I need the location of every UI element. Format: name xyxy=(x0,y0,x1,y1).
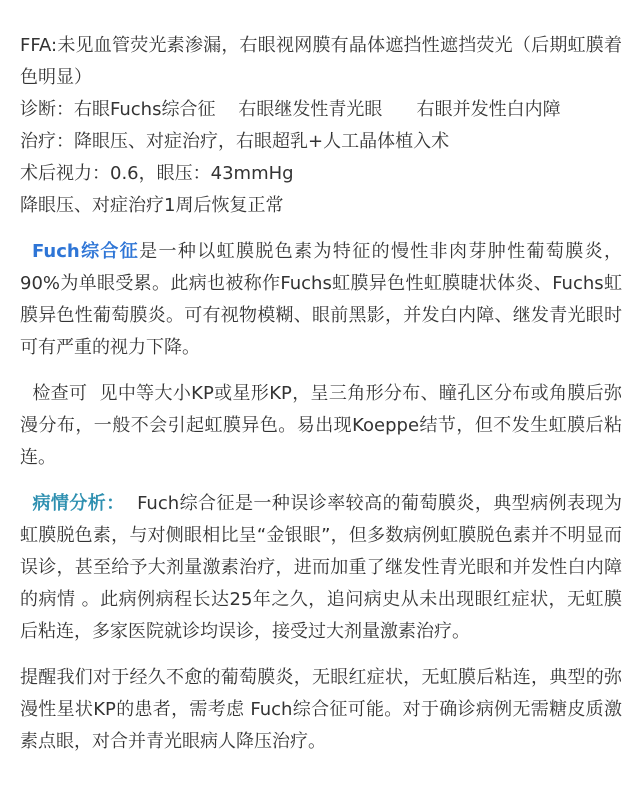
reminder-paragraph: 提醒我们对于经久不愈的葡萄膜炎，无眼红症状，无虹膜后粘连，典型的弥漫性星状KP的患者，需考虑 Fuch综合征可能。对于确诊病例无需糖皮质激素点眼，对合并青光眼病人降压治疗。 xyxy=(20,667,622,752)
treatment-line: 治疗：降眼压、对症治疗，右眼超乳+人工晶体植入术 xyxy=(20,131,450,152)
spacer xyxy=(20,222,622,236)
intro-paragraph xyxy=(20,236,622,364)
recovery-line: 降眼压、对症治疗1周后恢复正常 xyxy=(20,195,284,216)
exam-paragraph xyxy=(20,378,622,474)
analysis-paragraph xyxy=(20,488,622,648)
spacer xyxy=(20,364,622,378)
intro-text: 是一种以虹膜脱色素为特征的慢性非肉芽肿性葡萄膜炎，90%为单眼受累。此病也被称作Fuchs虹膜异色性虹膜睫状体炎、Fuchs虹膜异色性葡萄膜炎。可有视物模糊、眼前黑影，并发白内障、继发青光眼时可有严重的视力下降。 xyxy=(20,241,622,358)
spacer xyxy=(20,474,622,488)
analysis-text: Fuch综合征是一种误诊率较高的葡萄膜炎，典型病例表现为虹膜脱色素，与对侧眼相比呈“金银眼”，但多数病例虹膜脱色素并不明显而误诊，甚至给予大剂量激素治疗，进而加重了继发性青光眼和并发性白内障的病情 。此病例病程长达25年之久，追问病史从未出现眼红症状，无虹膜后粘连，多家医院就诊均误诊，接受过大剂量激素治疗。 xyxy=(20,493,622,642)
intro-term: Fuch综合征 xyxy=(32,241,140,262)
diagnosis-line: 诊断：右眼Fuchs综合征 右眼继发性青光眼 右眼并发性白内障 xyxy=(20,99,561,120)
ffa-finding: FFA:未见血管荧光素渗漏，右眼视网膜有晶体遮挡性遮挡荧光（后期虹膜着色明显） xyxy=(20,35,622,88)
postop-vision-line: 术后视力：0.6，眼压：43mmHg xyxy=(20,163,294,184)
exam-text: 检查可 见中等大小KP或星形KP，呈三角形分布、瞳孔区分布或角膜后弥漫分布，一般不会引起虹膜异色。易出现Koeppe结节，但不发生虹膜后粘连。 xyxy=(20,383,622,468)
spacer xyxy=(20,648,622,662)
analysis-label: 病情分析： xyxy=(32,493,125,514)
